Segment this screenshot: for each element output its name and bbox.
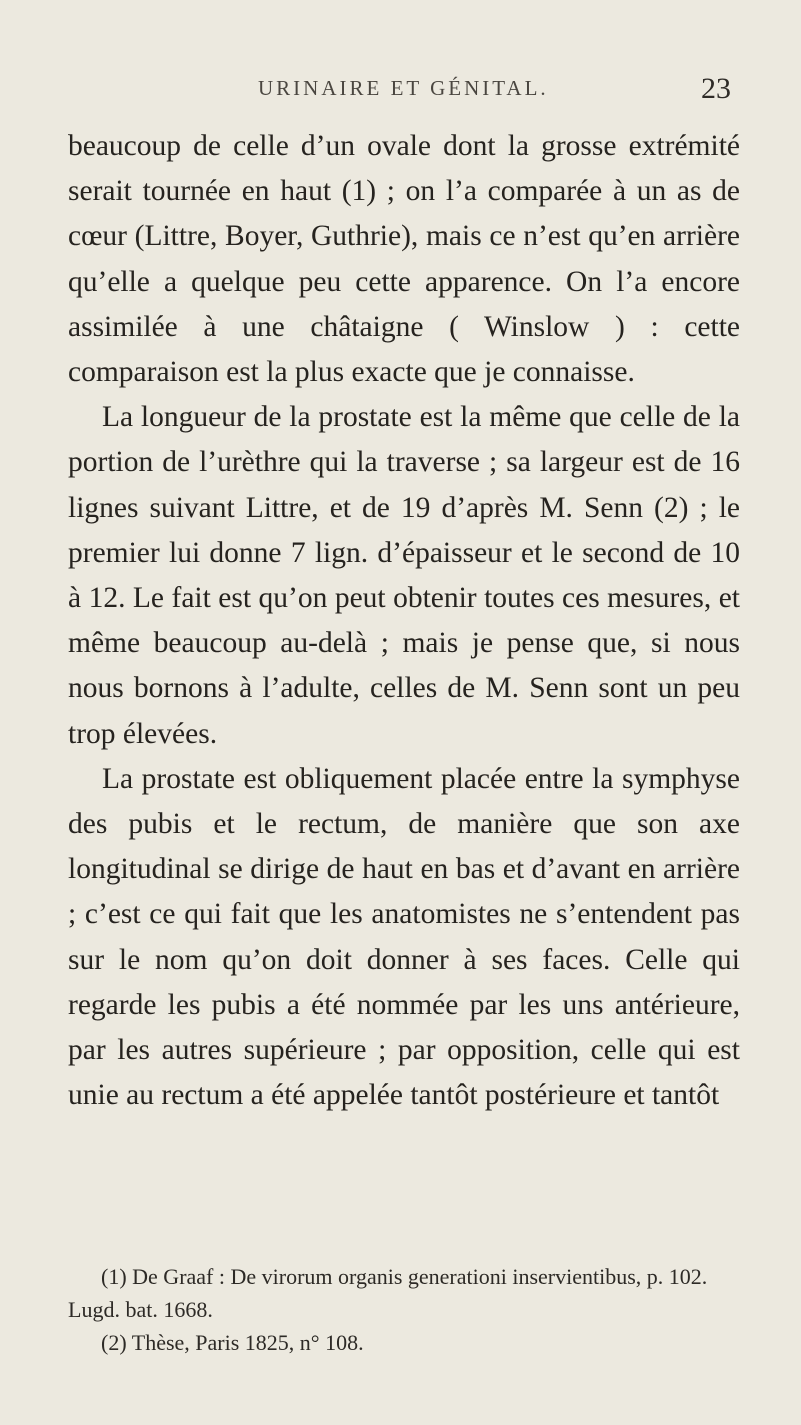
footnote-2: (2) Thèse, Paris 1825, n° 108.: [101, 1330, 364, 1355]
footnotes: [68, 1260, 740, 1359]
paragraph-1: beaucoup de celle d’un ovale dont la grosse extrémité serait tournée en haut (1) ; on l’a comparée à un as de cœur (Littre, Boyer, Guthrie), mais ce n’est qu’en arrière qu’elle a quelque peu cette apparence. On l’a encore assimilée à une châtaigne ( Winslow ) : cette comparaison est la plus exacte que je connaisse.: [68, 130, 740, 389]
page-header: [0, 72, 801, 116]
paragraph-2: La longueur de la prostate est la même que celle de la portion de l’urèthre qui la traverse ; sa largeur est de 16 lignes suivant Littre, et de 19 d’après M. Senn (2) ; le premier lui donne 7 lign. d’épaisseur et le second de 10 à 12. Le fait est qu’on peut obtenir toutes ces mesures, et même beaucoup au-delà ; mais je pense que, si nous nous bornons à l’adulte, celles de M. Senn sont un peu trop élevées.: [68, 401, 740, 750]
page-number: 23: [701, 72, 731, 105]
body-text: [68, 124, 740, 1118]
paragraph-3: La prostate est obliquement placée entre la symphyse des pubis et le rectum, de manière que son axe longitudinal se dirige de haut en bas et d’avant en arrière ; c’est ce qui fait que les anatomistes ne s’entendent pas sur le nom qu’on doit donner à ses faces. Celle qui regarde les pubis a été nommée par les uns antérieure, par les autres supérieure ; par opposition, celle qui est unie au rectum a été appelée tantôt postérieure et tantôt: [68, 762, 740, 1112]
running-head: URINAIRE ET GÉNITAL.: [258, 76, 549, 100]
footnote-1: (1) De Graaf : De virorum organis generationi inservientibus, p. 102. Lugd. bat. 1668.: [68, 1264, 708, 1322]
